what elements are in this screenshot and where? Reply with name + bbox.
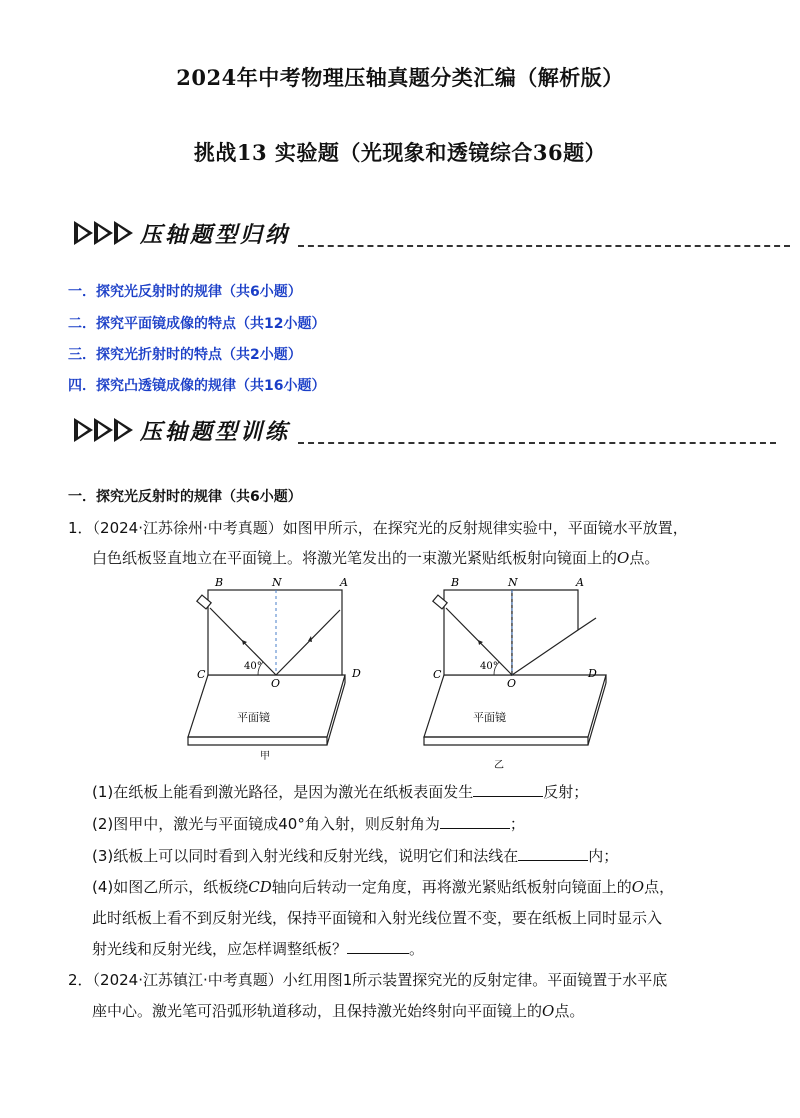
section-label: 压轴题型训练 <box>140 418 291 445</box>
point-o: O <box>542 1002 555 1020</box>
section-header-training <box>74 413 290 447</box>
caption-yi: 乙 <box>494 760 504 771</box>
toc-item[interactable]: 三．探究光折射时的特点（共2小题） <box>68 347 302 363</box>
subquestion-3 <box>92 845 618 866</box>
mirror-top <box>188 675 345 737</box>
section-divider <box>298 442 776 444</box>
section-header-summary <box>74 216 290 250</box>
label-d: D <box>352 667 361 680</box>
text-fragment: 白色纸板竖直地立在平面镜上。将激光笔发出的一束激光紧贴纸板射向镜面上的 <box>92 549 618 567</box>
label-n: N <box>508 576 518 589</box>
label-c: C <box>433 668 442 681</box>
mirror-edge <box>424 737 588 745</box>
label-a: A <box>340 576 348 589</box>
text-fragment: (4)如图乙所示，纸板绕 <box>92 878 249 896</box>
toc-item[interactable]: 二．探究平面镜成像的特点（共12小题） <box>68 316 326 332</box>
answer-blank[interactable] <box>440 814 510 829</box>
subquestion-4 <box>92 876 674 897</box>
text-fragment: 点。 <box>554 1002 585 1020</box>
white-board <box>208 590 342 675</box>
angle-label: 40° <box>244 661 262 672</box>
label-c: C <box>197 668 206 681</box>
board-front-half <box>444 590 512 675</box>
question-1-line <box>92 547 659 568</box>
label-o: O <box>507 677 517 690</box>
text-fragment: ； <box>509 815 525 833</box>
axis-cd: CD <box>248 878 272 896</box>
figure-yi <box>424 576 606 771</box>
text-fragment: 轴向后转动一定角度，再将激光紧贴纸板射向镜面上的 <box>271 878 632 896</box>
question-2-line <box>92 1000 584 1021</box>
answer-blank[interactable] <box>473 782 543 797</box>
answer-blank[interactable] <box>518 846 588 861</box>
reflection-figures <box>180 570 620 775</box>
section-label: 压轴题型归纳 <box>140 221 291 248</box>
label-o: O <box>271 677 281 690</box>
text-fragment: 点。 <box>629 549 660 567</box>
label-b: B <box>451 576 460 589</box>
text-fragment: (1)在纸板上能看到激光路径，是因为激光在纸板表面发生 <box>92 783 474 801</box>
label-a: A <box>576 576 584 589</box>
triple-arrow-icon <box>74 418 134 442</box>
page-subtitle: 挑战13 实验题（光现象和透镜综合36题） <box>193 140 607 165</box>
page-title: 2024年中考物理压轴真题分类汇编（解析版） <box>176 65 624 90</box>
subquestion-1 <box>92 781 588 802</box>
text-fragment: 座中心。激光笔可沿弧形轨道移动，且保持激光始终射向平面镜上的 <box>92 1002 543 1020</box>
subquestion-4-line: 此时纸板上看不到反射光线，保持平面镜和入射光线位置不变，要在纸板上同时显示入 <box>92 909 663 927</box>
label-d: D <box>588 667 597 680</box>
label-b: B <box>215 576 224 589</box>
text-fragment: 反射； <box>543 783 589 801</box>
text-fragment: 点， <box>644 878 675 896</box>
figure-jia <box>188 576 361 762</box>
triple-arrow-icon <box>74 221 134 245</box>
mirror-edge <box>188 737 327 745</box>
toc-item[interactable]: 一．探究光反射时的规律（共6小题） <box>68 284 302 300</box>
mirror-label: 平面镜 <box>237 711 270 724</box>
mirror-label: 平面镜 <box>473 711 506 724</box>
section-divider <box>298 245 790 247</box>
part-heading: 一．探究光反射时的规律（共6小题） <box>68 489 302 505</box>
text-fragment: (2)图甲中，激光与平面镜成40°角入射，则反射角为 <box>92 815 440 833</box>
text-fragment: 射光线和反射光线，应怎样调整纸板？ <box>92 940 348 958</box>
label-n: N <box>272 576 282 589</box>
subquestion-4-line <box>92 938 424 959</box>
angle-label: 40° <box>480 661 498 672</box>
subquestion-2 <box>92 813 525 834</box>
question-1-line: 1．（2024·江苏徐州·中考真题）如图甲所示，在探究光的反射规律实验中，平面镜水平放置， <box>68 519 688 537</box>
point-o: O <box>631 878 645 896</box>
point-o: O <box>617 549 630 567</box>
text-fragment: 内； <box>588 847 619 865</box>
caption-jia: 甲 <box>260 751 270 762</box>
text-fragment: (3)纸板上可以同时看到入射光线和反射光线，说明它们和法线在 <box>92 847 519 865</box>
text-fragment: 。 <box>409 940 425 958</box>
answer-blank[interactable] <box>347 939 409 954</box>
toc-item[interactable]: 四．探究凸透镜成像的规律（共16小题） <box>68 378 326 394</box>
board-rotated-half <box>512 590 578 675</box>
question-2-line: 2．（2024·江苏镇江·中考真题）小红用图1所示装置探究光的反射定律。平面镜置于水平底 <box>68 971 668 989</box>
